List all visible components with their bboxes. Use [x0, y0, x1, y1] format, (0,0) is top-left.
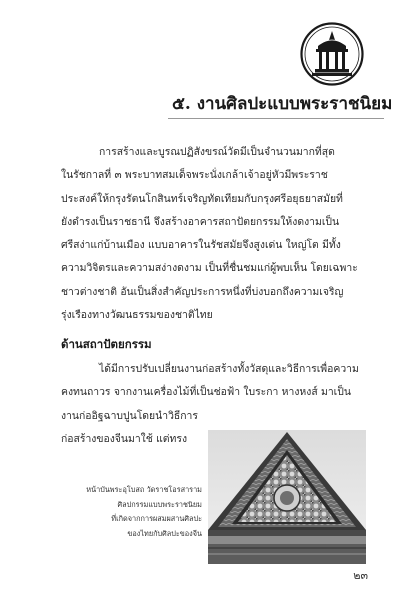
emblem-logo: [300, 22, 364, 86]
text-line: ยังดำรงเป็นราชธานี จึงสร้างอาคารสถาปัตยกรรมให้งดงามเป็น: [61, 215, 340, 228]
text-line: ชาวต่างชาติ อันเป็นสิ่งสำคัญประการหนึ่งที่บ่งบอกถึงความเจริญ: [61, 285, 344, 298]
caption-line: ศิลปกรรมแบบพระราชนิยม: [117, 499, 202, 509]
title-divider: [168, 118, 384, 119]
caption-line: ที่เกิดจากการผสมผสานศิลปะ: [111, 514, 202, 523]
intro-paragraph: [61, 141, 361, 327]
section-heading: ด้านสถาปัตยกรรม: [61, 337, 152, 351]
text-line: ได้มีการปรับเปลี่ยนงานก่อสร้างทั้งวัสดุและวิธีการเพื่อความ: [99, 363, 359, 375]
text-line: ประสงค์ให้กรุงรัตนโกสินทร์เจริญทัดเทียมกับกรุงศรีอยุธยาสมัยที่: [61, 192, 343, 205]
text-line: คงทนถาวร จากงานเครื่องไม้ที่เป็นช่อฟ้า ใบระกา หางหงส์ มาเป็น: [61, 386, 351, 399]
text-line: ในรัชกาลที่ ๓ พระบาทสมเด็จพระนั่งเกล้าเจ้าอยู่หัวมีพระราช: [61, 169, 328, 182]
text-line: ก่อสร้างของจีนมาใช้ แต่ทรง: [61, 432, 188, 445]
text-line: รุ่งเรืองทางวัฒนธรรมของชาติไทย: [61, 309, 213, 322]
caption-line: ของไทยกับศิลปะของจีน: [127, 528, 202, 538]
temple-gable-photo: [208, 430, 366, 564]
photo-caption: [70, 483, 202, 541]
text-line: ศรีสง่าแก่บ้านเมือง แบบอาคารในรัชสมัยจึงสูงเด่น ใหญ่โต มีทั้ง: [61, 239, 341, 252]
text-line: ความวิจิตรและความสง่างดงาม เป็นที่ชื่นชมแก่ผู้พบเห็น โดยเฉพาะ: [61, 262, 358, 275]
page-number: ๒๓: [353, 569, 368, 582]
chapter-title: ๕. งานศิลปะแบบพระราชนิยม: [172, 94, 393, 114]
text-line: การสร้างและบูรณปฏิสังขรณ์วัดมีเป็นจำนวนมากที่สุด: [99, 146, 335, 158]
text-line: งานก่ออิฐฉาบปูนโดยนำวิธีการ: [61, 409, 198, 422]
caption-line: หน้าบันพระอุโบสถ วัดราชโอรสาราม: [86, 485, 202, 494]
